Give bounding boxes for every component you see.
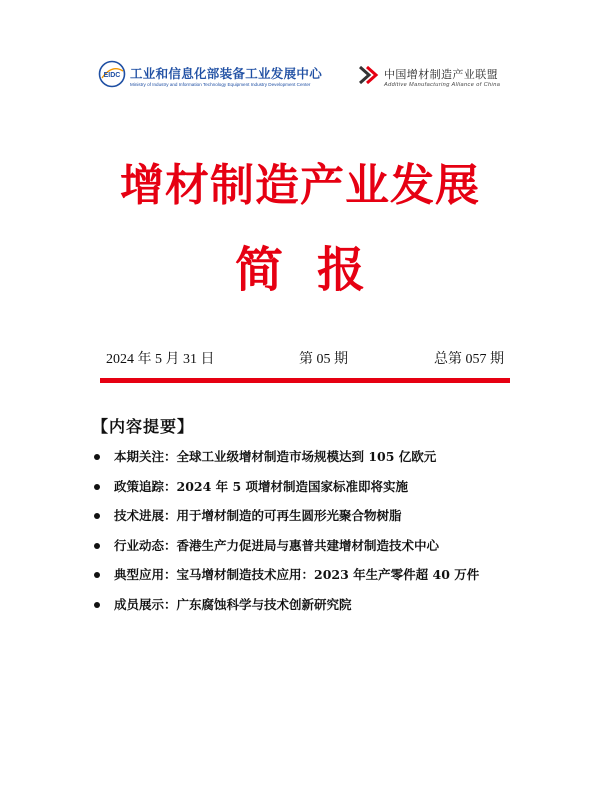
bullet-icon bbox=[94, 484, 100, 490]
eidc-name-cn: 工业和信息化部装备工业发展中心 bbox=[130, 66, 323, 81]
eidc-logo-icon bbox=[98, 60, 126, 88]
issue-date: 2024 年 5 月 31 日 bbox=[106, 352, 215, 367]
bullet-icon bbox=[94, 543, 100, 549]
contents-item-text: 本期关注：全球工业级增材制造市场规模达到 105 亿欧元 bbox=[114, 449, 437, 464]
contents-item bbox=[94, 596, 514, 626]
contents-item-text: 典型应用：宝马增材制造技术应用：2023 年生产零件超 40 万件 bbox=[114, 567, 480, 582]
amac-name-en: Additive Manufacturing Alliance of China bbox=[384, 82, 501, 88]
contents-item bbox=[94, 507, 514, 537]
contents-item-text: 成员展示：广东腐蚀科学与技术创新研究院 bbox=[114, 596, 352, 612]
contents-list bbox=[94, 448, 514, 625]
red-divider bbox=[100, 378, 510, 383]
additive-manufacturing-alliance-icon bbox=[358, 64, 380, 86]
issue-info bbox=[106, 348, 504, 368]
contents-item bbox=[94, 448, 514, 478]
contents-item-text: 行业动态：香港生产力促进局与惠普共建增材制造技术中心 bbox=[114, 537, 440, 553]
bullet-icon bbox=[94, 602, 100, 608]
contents-heading: 【内容提要】 bbox=[92, 417, 195, 436]
bullet-icon bbox=[94, 513, 100, 519]
contents-item bbox=[94, 478, 514, 508]
contents-item bbox=[94, 537, 514, 567]
bullet-icon bbox=[94, 454, 100, 460]
sub-title: 简报 bbox=[234, 242, 399, 298]
eidc-name-en: Ministry of Industry and Information Technology Equipment Industry Development Center bbox=[130, 82, 311, 87]
contents-item bbox=[94, 566, 514, 596]
contents-item-text: 政策追踪：2024 年 5 项增材制造国家标准即将实施 bbox=[114, 478, 409, 494]
main-title: 增材制造产业发展 bbox=[120, 160, 480, 211]
amac-name-cn: 中国增材制造产业联盟 bbox=[384, 68, 498, 81]
amac-logo bbox=[358, 64, 518, 94]
issue-number: 第 05 期 bbox=[299, 352, 348, 367]
eidc-logo bbox=[98, 60, 358, 96]
bullet-icon bbox=[94, 572, 100, 578]
eidc-badge-text: EIDC bbox=[103, 72, 121, 79]
contents-item-text: 技术进展：用于增材制造的可再生圆形光聚合物树脂 bbox=[114, 508, 402, 523]
issue-total-number: 总第 057 期 bbox=[434, 352, 504, 367]
